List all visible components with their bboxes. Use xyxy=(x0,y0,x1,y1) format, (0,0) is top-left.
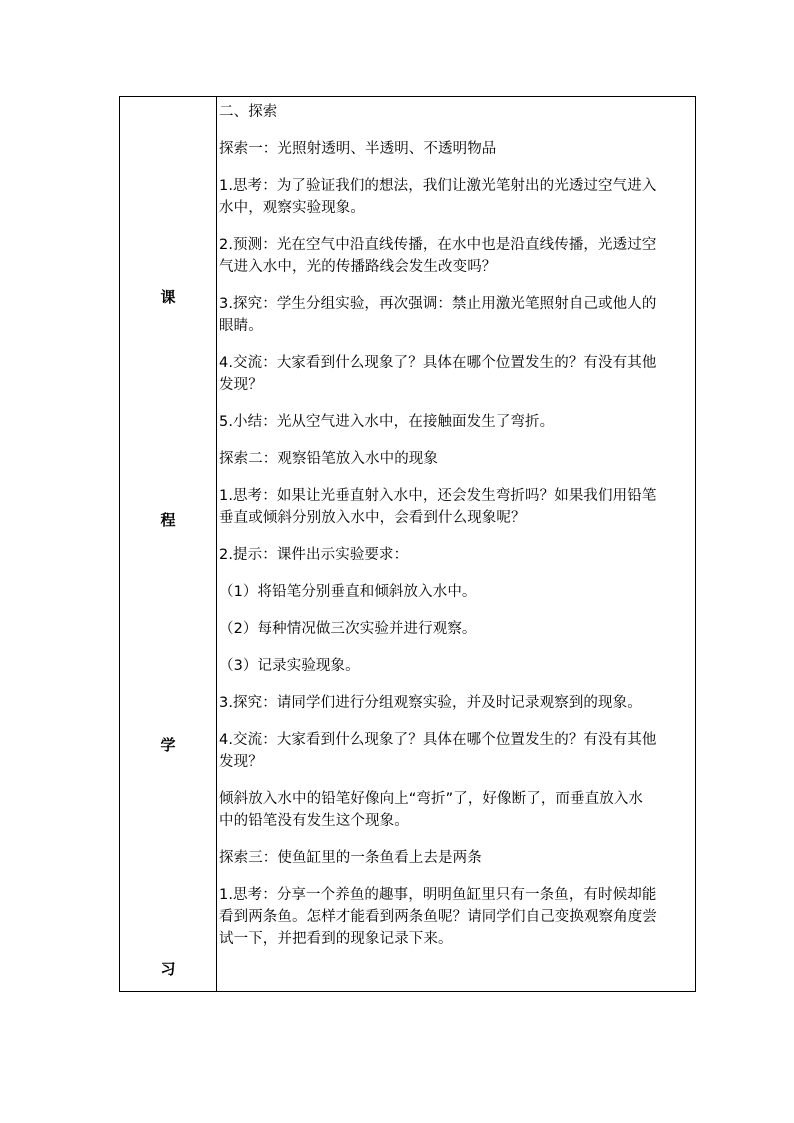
side-label-column xyxy=(120,97,217,991)
explore2-item4-line2: 发现？ xyxy=(219,754,263,770)
explore1-item4 xyxy=(219,352,695,396)
explore1-item4-line2: 发现？ xyxy=(219,377,263,393)
explore2-requirement-1: （1）将铅笔分别垂直和倾斜放入水中。 xyxy=(219,584,477,600)
explore1-item3-line2: 眼睛。 xyxy=(219,318,263,334)
explore3-item1 xyxy=(219,884,695,950)
side-char-2: 程 xyxy=(160,511,176,529)
explore1-item2 xyxy=(219,234,695,278)
side-char-3: 学 xyxy=(160,736,176,754)
lesson-table xyxy=(119,96,696,992)
explore3-item1-line2: 看到两条鱼。怎样才能看到两条鱼呢？请同学们自己变换观察角度尝 xyxy=(219,909,657,925)
explore2-item4-line1: 4.交流：大家看到什么现象了？具体在哪个位置发生的？有没有其他 xyxy=(219,732,657,748)
explore1-item2-line2: 气进入水中，光的传播路线会发生改变吗？ xyxy=(219,259,497,275)
explore2-item2: 2.提示：课件出示实验要求： xyxy=(219,547,409,563)
explore1-item5: 5.小结：光从空气进入水中，在接触面发生了弯折。 xyxy=(219,414,555,430)
section-title: 二、探索 xyxy=(219,104,278,120)
explore2-item1-line1: 1.思考：如果让光垂直射入水中，还会发生弯折吗？如果我们用铅笔 xyxy=(219,488,657,504)
explore3-item1-line3: 试一下，并把看到的现象记录下来。 xyxy=(219,931,453,947)
explore2-item4 xyxy=(219,729,695,773)
explore1-item4-line1: 4.交流：大家看到什么现象了？具体在哪个位置发生的？有没有其他 xyxy=(219,355,657,371)
explore1-item1-line2: 水中，观察实验现象。 xyxy=(219,200,365,216)
explore1-title: 探索一：光照射透明、半透明、不透明物品 xyxy=(219,141,497,157)
explore1-item3-line1: 3.探究：学生分组实验，再次强调：禁止用激光笔照射自己或他人的 xyxy=(219,296,657,312)
explore1-item1-line1: 1.思考：为了验证我们的想法，我们让激光笔射出的光透过空气进入 xyxy=(219,178,657,194)
explore3-item1-line1: 1.思考：分享一个养鱼的趣事，明明鱼缸里只有一条鱼，有时候却能 xyxy=(219,887,657,903)
explore2-item1 xyxy=(219,485,695,529)
explore2-requirement-3: （3）记录实验现象。 xyxy=(219,658,360,674)
explore1-item3 xyxy=(219,293,695,337)
side-char-1: 课 xyxy=(160,288,176,306)
explore2-item1-line2: 垂直或倾斜分别放入水中，会看到什么现象呢？ xyxy=(219,510,526,526)
explore1-item1 xyxy=(219,175,695,219)
explore2-conclusion xyxy=(219,788,695,832)
explore3-title: 探索三：使鱼缸里的一条鱼看上去是两条 xyxy=(219,850,482,866)
explore2-item3: 3.探究：请同学们进行分组观察实验，并及时记录观察到的现象。 xyxy=(219,695,642,711)
explore1-item2-line1: 2.预测：光在空气中沿直线传播，在水中也是沿直线传播，光透过空 xyxy=(219,237,657,253)
content-column xyxy=(217,97,695,991)
explore2-conclusion-line1: 倾斜放入水中的铅笔好像向上“弯折”了，好像断了，而垂直放入水 xyxy=(219,791,644,807)
side-char-4: 习 xyxy=(160,960,176,978)
explore2-title: 探索二：观察铅笔放入水中的现象 xyxy=(219,451,438,467)
explore2-requirement-2: （2）每种情况做三次实验并进行观察。 xyxy=(219,621,477,637)
explore2-conclusion-line2: 中的铅笔没有发生这个现象。 xyxy=(219,813,409,829)
